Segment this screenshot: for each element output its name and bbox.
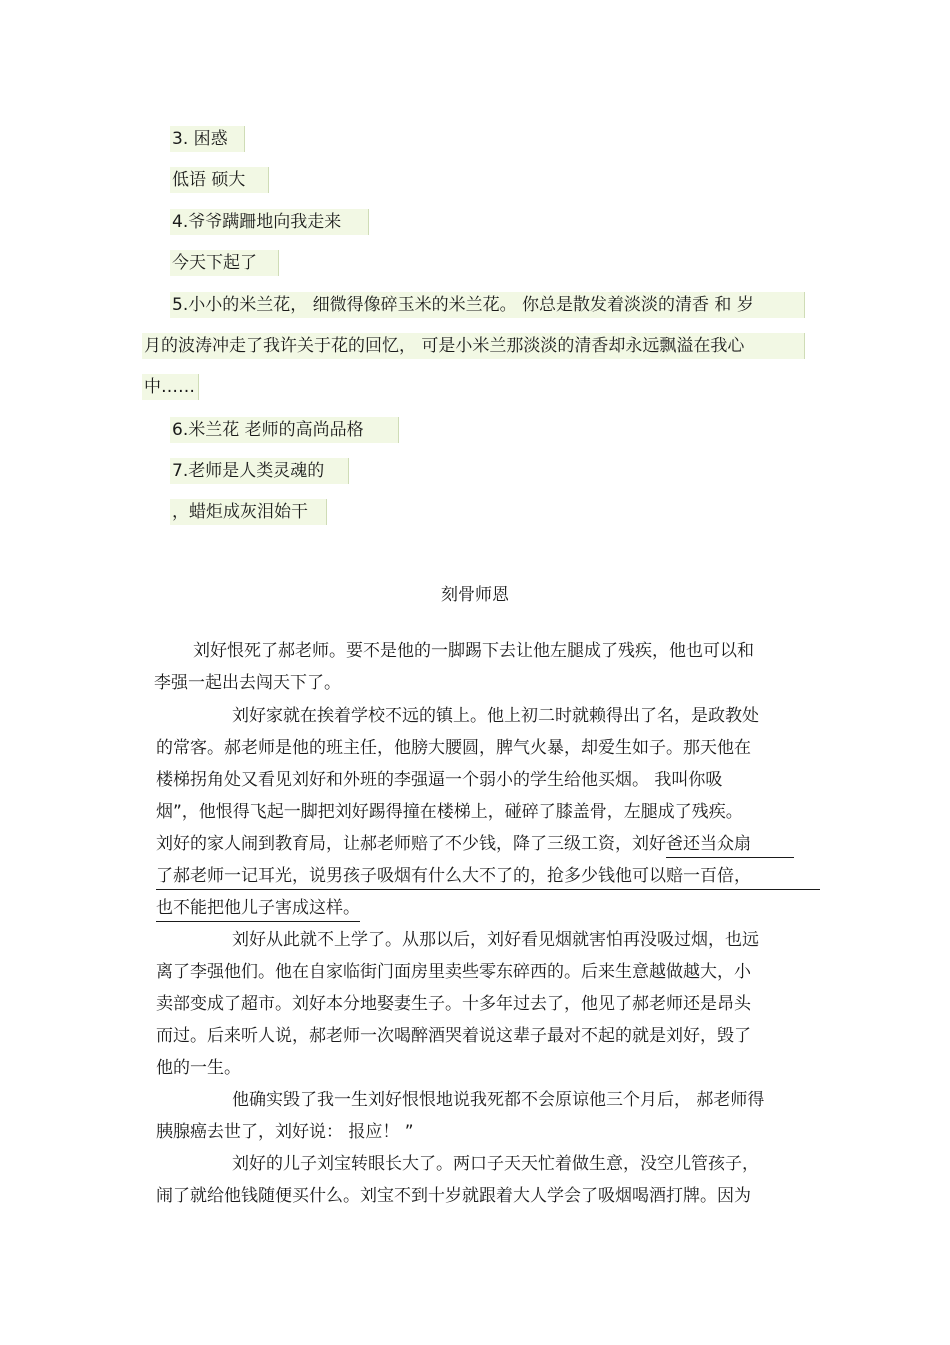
answer-line: 5.小小的米兰花， 细微得像碎玉米的米兰花。 你总是散发着淡淡的清香 和 岁 (170, 292, 805, 318)
answer-line: 4.爷爷蹒跚地向我走来 (170, 209, 369, 235)
story-line-underlined: 了郝老师一记耳光，说男孩子吸烟有什么大不了的，抢多少钱他可以赔一百倍， (156, 863, 820, 890)
story-line: 而过。后来听人说，郝老师一次喝醉酒哭着说这辈子最对不起的就是刘好，毁了 (156, 1026, 751, 1046)
story-line-underlined: 也不能把他儿子害成这样。 (156, 895, 360, 922)
story-line: 刘好从此就不上学了。从那以后，刘好看见烟就害怕再没吸过烟，也远 (232, 930, 759, 950)
story-line: 刘好的儿子刘宝转眼长大了。两口子天天忙着做生意，没空儿管孩子， (232, 1154, 759, 1174)
story-line: 胰腺癌去世了，刘好说： 报应！ ” (156, 1122, 414, 1142)
answer-line: 3. 困惑 (170, 126, 245, 152)
story-line: 他的一生。 (156, 1058, 241, 1078)
story-line (156, 831, 794, 857)
answer-line: 低语 硕大 (170, 167, 269, 193)
answer-line: 7.老师是人类灵魂的 (170, 458, 349, 484)
story-line: 刘好恨死了郝老师。要不是他的一脚踢下去让他左腿成了残疾，他也可以和 (193, 641, 754, 661)
story-title: 刻骨师恩 (441, 585, 509, 605)
underlined-text: 爸还当众扇 (666, 831, 794, 858)
answer-line: 月的波涛冲走了我许关于花的回忆， 可是小米兰那淡淡的清香却永远飘溢在我心 (142, 333, 805, 359)
answer-line: 6.米兰花 老师的高尚品格 (170, 417, 399, 443)
story-line: 卖部变成了超市。刘好本分地娶妻生子。十多年过去了，他见了郝老师还是昂头 (156, 994, 751, 1014)
story-line: 的常客。郝老师是他的班主任，他膀大腰圆，脾气火暴，却爱生如子。那天他在 (156, 738, 751, 758)
answer-line: ，蜡炬成灰泪始干 (170, 499, 327, 525)
story-line: 他确实毁了我一生刘好恨恨地说我死都不会原谅他三个月后， 郝老师得 (232, 1090, 765, 1110)
answer-line: 今天下起了 (170, 250, 279, 276)
story-line: 烟”，他恨得飞起一脚把刘好踢得撞在楼梯上，碰碎了膝盖骨，左腿成了残疾。 (156, 802, 743, 822)
answer-line: 中…… (142, 374, 199, 400)
story-line: 刘好家就在挨着学校不远的镇上。他上初二时就赖得出了名，是政教处 (232, 706, 759, 726)
story-text: 刘好的家人闹到教育局，让郝老师赔了不少钱，降了三级工资，刘好 (156, 834, 666, 854)
story-line: 离了李强他们。他在自家临街门面房里卖些零东碎西的。后来生意越做越大，小 (156, 962, 751, 982)
story-line: 闹了就给他钱随便买什么。刘宝不到十岁就跟着大人学会了吸烟喝酒打牌。因为 (156, 1186, 751, 1206)
story-line: 楼梯拐角处又看见刘好和外班的李强逼一个弱小的学生给他买烟。 我叫你吸 (156, 770, 723, 790)
story-line: 李强一起出去闯天下了。 (154, 673, 341, 693)
